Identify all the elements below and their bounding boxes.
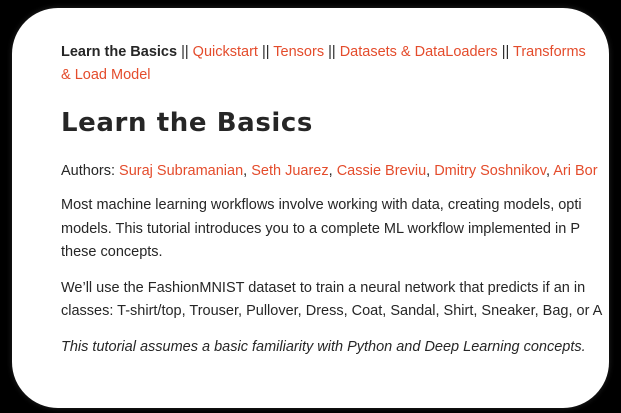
breadcrumb-separator: ||	[181, 44, 189, 60]
breadcrumb-current: Learn the Basics	[61, 44, 178, 60]
dataset-paragraph-line: classes: T-shirt/top, Trouser, Pullover, Dress, Coat, Sandal, Shirt, Sneaker, Bag, or A	[61, 303, 603, 319]
dataset-paragraph	[61, 277, 609, 324]
prerequisites-note: This tutorial assumes a basic familiarity with Python and Deep Learning concepts.	[61, 338, 586, 355]
author-link-seth-juarez[interactable]: Seth Juarez	[251, 163, 329, 179]
breadcrumb-link-save-load-model[interactable]: & Load Model	[61, 67, 151, 83]
authors-separator: ,	[426, 163, 435, 179]
author-link-cassie-breviu[interactable]: Cassie Breviu	[336, 163, 427, 179]
author-link-ari-bor[interactable]: Ari Bor	[553, 163, 598, 179]
authors-separator: ,	[243, 163, 252, 179]
breadcrumb-link-tensors[interactable]: Tensors	[273, 44, 325, 60]
dataset-paragraph-line: We’ll use the FashionMNIST dataset to train a neural network that predicts if an in	[61, 279, 586, 296]
breadcrumb-separator: ||	[501, 44, 510, 60]
authors-separator: ,	[328, 163, 337, 179]
author-link-dmitry-soshnikov[interactable]: Dmitry Soshnikov	[434, 163, 546, 179]
author-link-suraj-subramanian[interactable]: Suraj Subramanian	[119, 163, 244, 179]
main-content	[61, 41, 609, 359]
page-title: Learn the Basics	[61, 108, 313, 138]
breadcrumb-line-2	[61, 64, 609, 86]
authors-separator: ,	[545, 163, 554, 179]
authors-line	[61, 160, 609, 182]
page-card	[12, 8, 609, 408]
breadcrumb	[61, 41, 609, 63]
breadcrumb-separator: ||	[328, 44, 336, 60]
breadcrumb-link-quickstart[interactable]: Quickstart	[192, 44, 258, 60]
intro-paragraph-line: models. This tutorial introduces you to a complete ML workflow implemented in P	[61, 220, 581, 237]
breadcrumb-link-datasets-dataloaders[interactable]: Datasets & DataLoaders	[339, 44, 498, 60]
intro-paragraph-line: these concepts.	[61, 244, 163, 260]
breadcrumb-separator: ||	[261, 44, 270, 60]
intro-paragraph	[61, 194, 609, 265]
authors-label: Authors:	[61, 163, 120, 179]
breadcrumb-link-transforms[interactable]: Transforms	[513, 44, 586, 60]
intro-paragraph-line: Most machine learning workflows involve working with data, creating models, opti	[61, 197, 582, 213]
